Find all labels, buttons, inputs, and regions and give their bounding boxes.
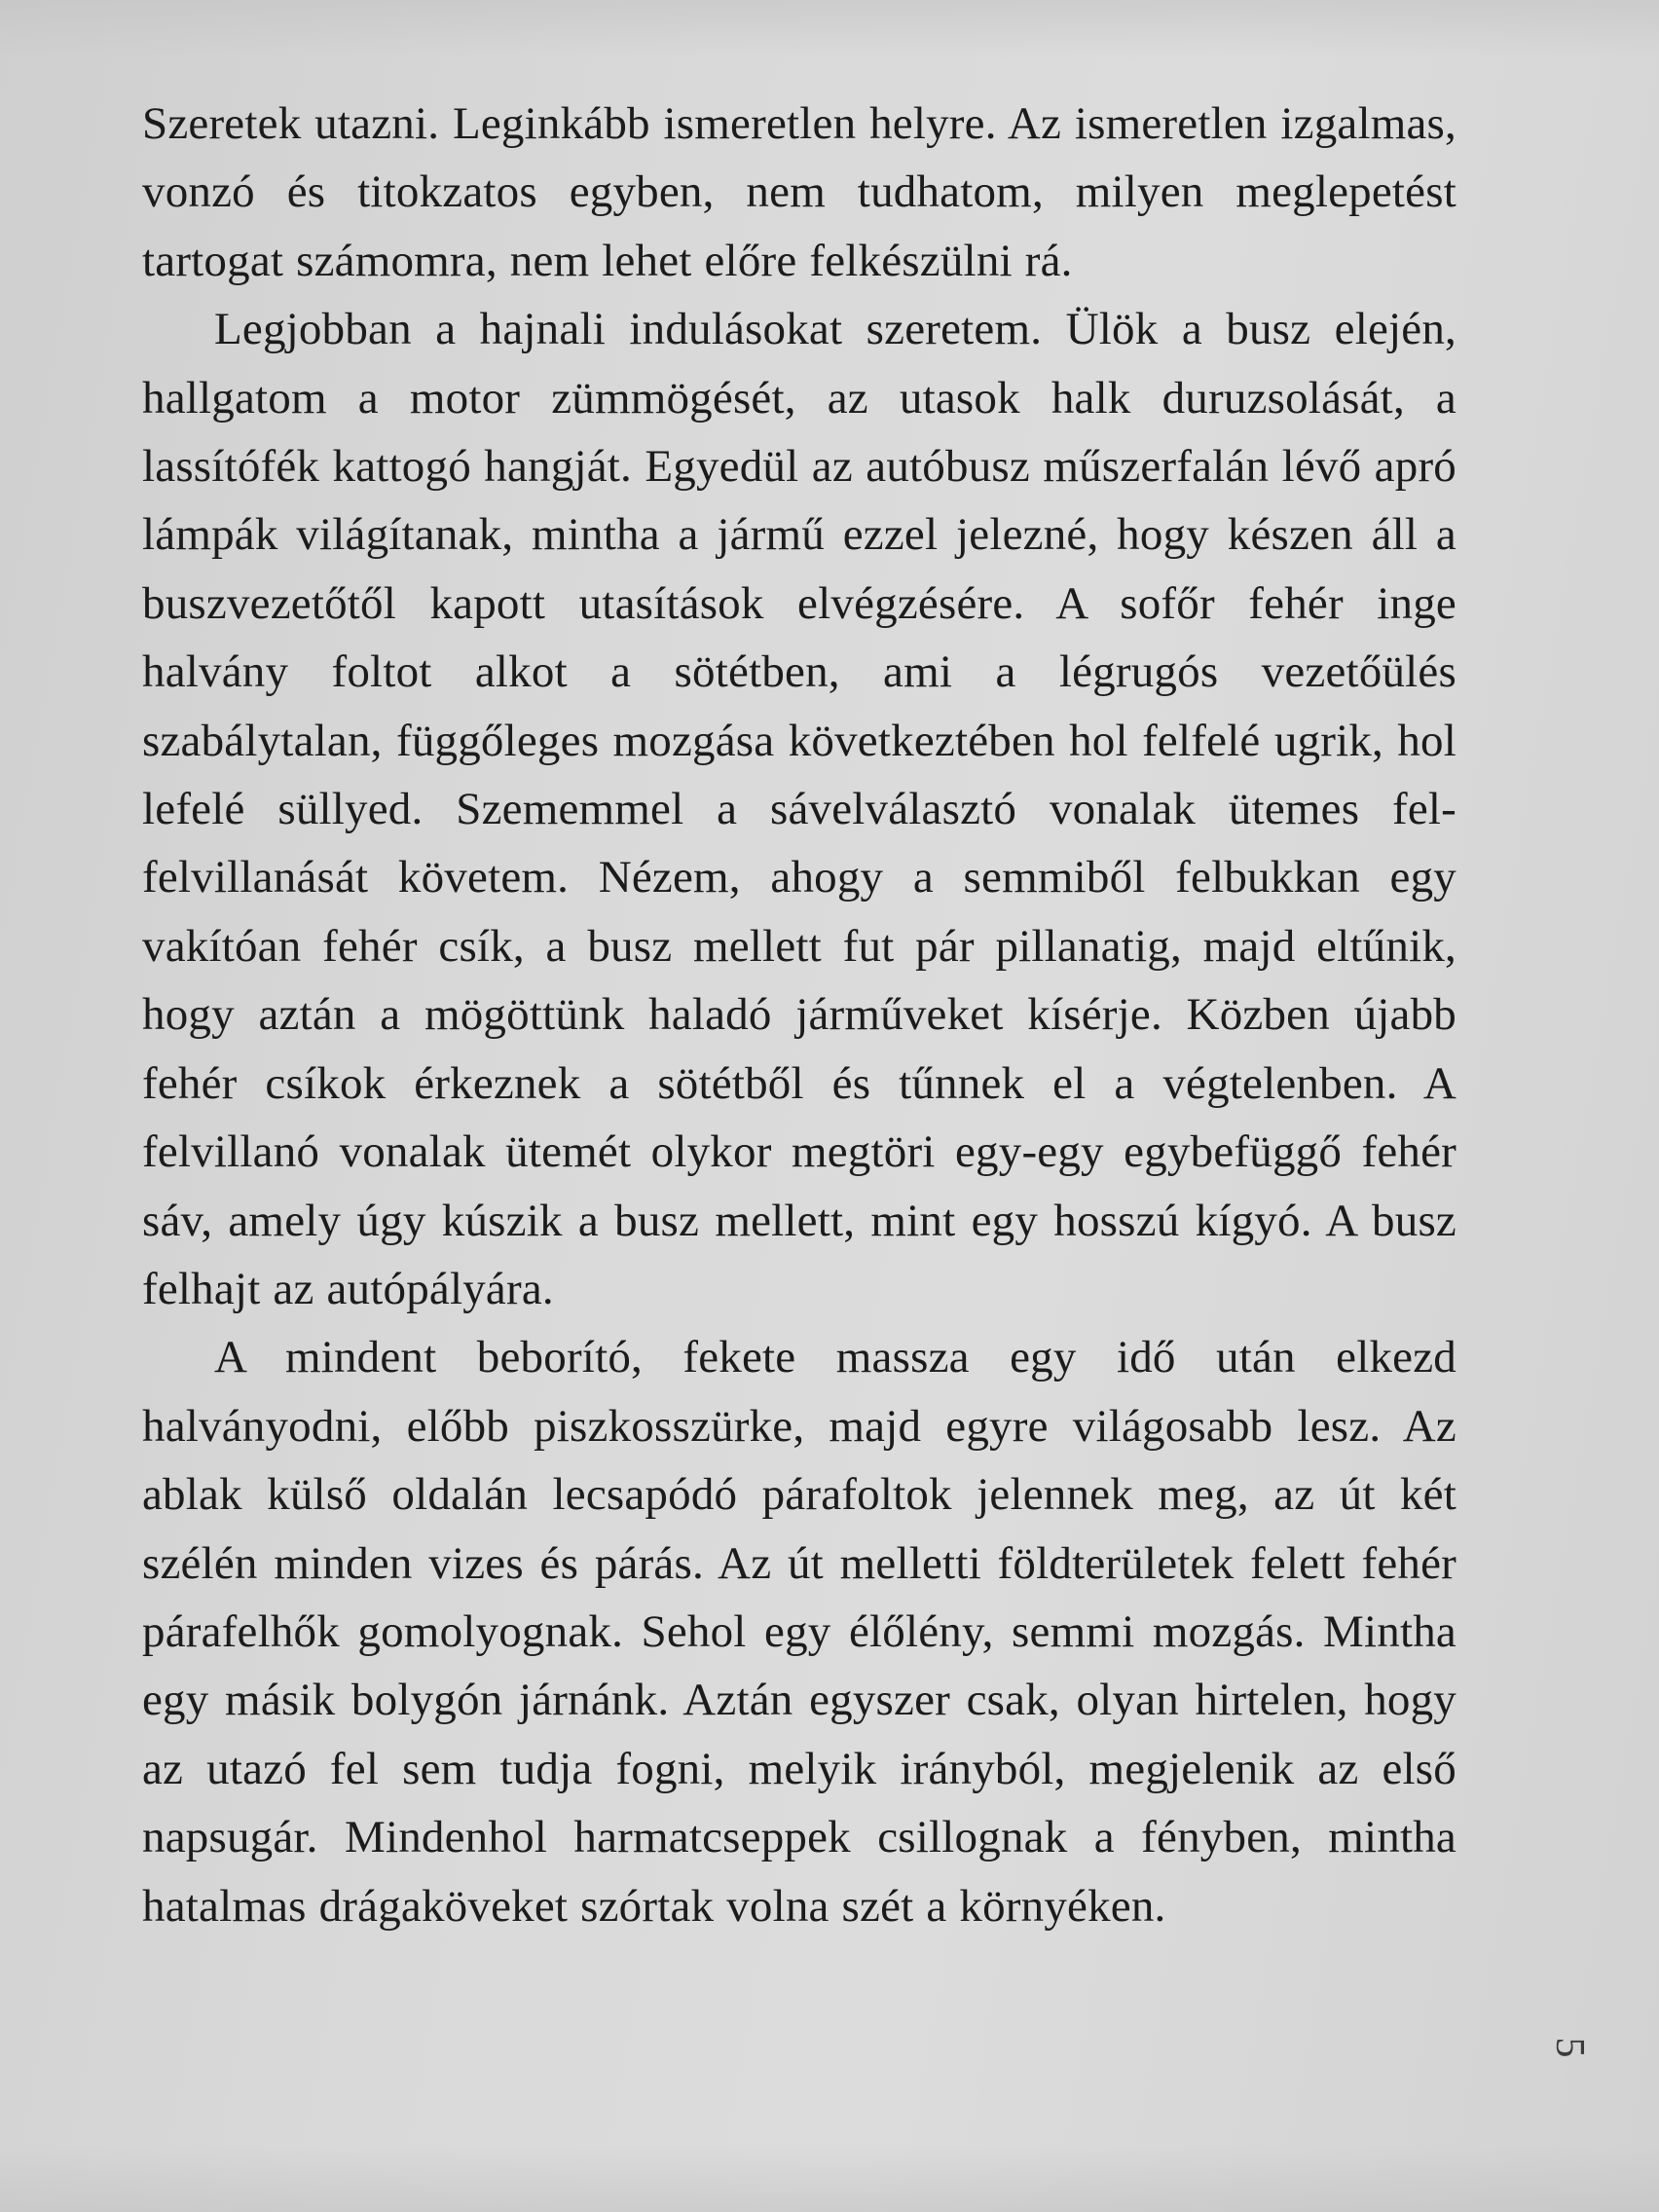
paragraph-2: Legjobban a hajnali indulásokat szeretem. Ülök a busz elején, hallgatom a motor zümmögését, az utasok halk duruzsolását, a lassítófék kattogó hangját. Egyedül az autóbusz műszerfalán lévő apró lámpák világítanak, mintha a jármű ezzel jelezné, hogy készen áll a buszvezetőtől kapott utasítások elvégzésére. A sofőr fehér inge halvány foltot alkot a sötétben, ami a légrugós vezetőülés szabálytalan, függőleges mozgása következtében hol felfelé ugrik, hol lefelé süllyed. Szememmel a sávelválasztó vonalak ütemes fel-felvillanását követem. Nézem, ahogy a semmiből felbukkan egy vakítóan fehér csík, a busz mellett fut pár pillanatig, majd eltűnik, hogy aztán a mögöttünk haladó járműveket kísérje. Közben újabb fehér csíkok érkeznek a sötétből és tűnnek el a végtelenben. A felvillanó vonalak ütemét olykor megtöri egy-egy egybefüggő fehér sáv, amely úgy kúszik a busz mellett, mint egy hosszú kígyó. A busz felhajt az autópályára. bbox=[142, 304, 1456, 1314]
paragraph-1: Szeretek utazni. Leginkább ismeretlen helyre. Az ismeretlen izgalmas, vonzó és titokzatos egyben, nem tudhatom, milyen meglepetést tartogat számomra, nem lehet előre felkészülni rá. bbox=[142, 98, 1456, 286]
body-text bbox=[142, 90, 1456, 1940]
paragraph-3: A mindent beborító, fekete massza egy idő után elkezd halványodni, előbb piszkosszürke, majd egyre világosabb lesz. Az ablak külső oldalán lecsapódó párafoltok jelennek meg, az út két szélén minden vizes és párás. Az út melletti földterületek felett fehér párafelhők gomolyognak. Sehol egy élőlény, semmi mozgás. Mintha egy másik bolygón járnánk. Aztán egyszer csak, olyan hirtelen, hogy az utazó fel sem tudja fogni, melyik irányból, megjelenik az első napsugár. Mindenhol harmatcseppek csillognak a fényben, mintha hatalmas drágaköveket szórtak volna szét a környéken. bbox=[142, 1332, 1456, 1932]
page-top-shade bbox=[0, 0, 1659, 58]
page-number: 5 bbox=[1547, 2037, 1592, 2058]
page-bottom-shade bbox=[0, 2144, 1659, 2212]
